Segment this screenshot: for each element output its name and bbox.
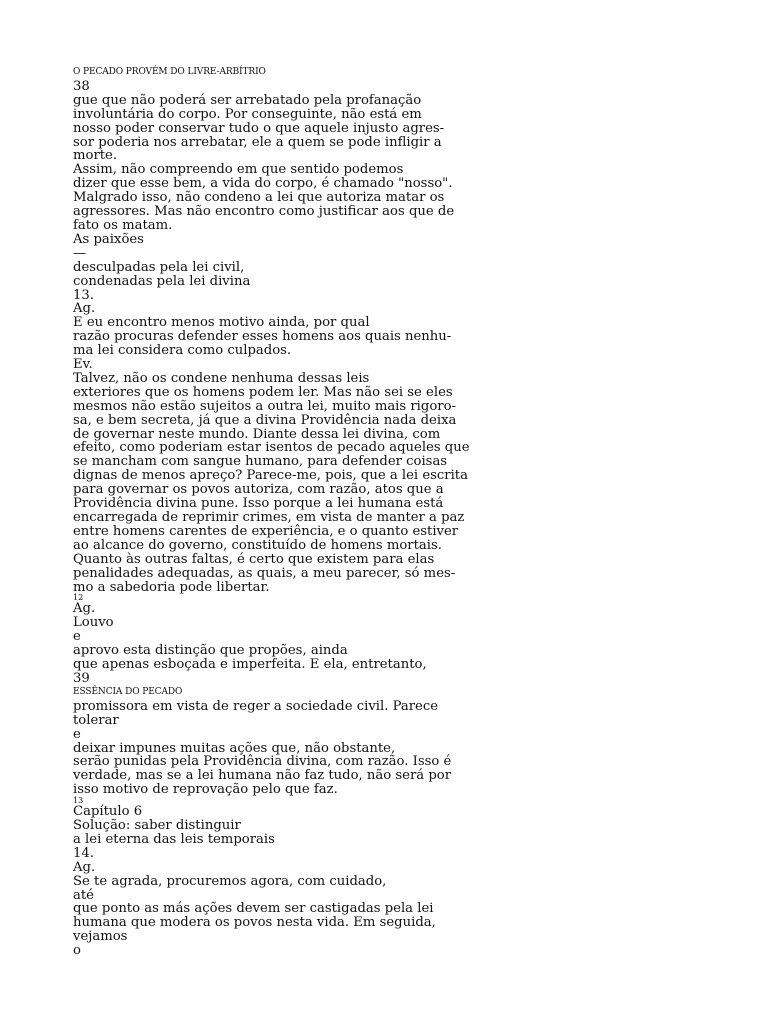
text-line: e (73, 726, 81, 742)
text-line: 38 (73, 78, 90, 94)
text-line: ma lei considera como culpados. (73, 343, 292, 359)
text-line: Quanto às outras faltas, é certo que existem para elas (73, 551, 435, 567)
text-line: gue que não poderá ser arrebatado pela profanação (73, 92, 422, 108)
text-line: para governar os povos autoriza, com razão, atos que a (73, 482, 444, 498)
text-line: sor poderia nos arrebatar, ele a quem se pode infligir a (73, 134, 442, 150)
text-line: agressores. Mas não encontro como justificar aos que de (73, 204, 455, 220)
text-line: Louvo (73, 615, 114, 631)
running-header: ESSÊNCIA DO PECADO (73, 686, 183, 697)
text-line: involuntária do corpo. Por conseguinte, não está em (73, 106, 422, 122)
text-line: 39 (73, 670, 90, 686)
text-line: que ponto as más ações devem ser castigadas pela lei (73, 901, 434, 917)
text-line: mesmos não estão sujeitos a outra lei, muito mais rigoro- (73, 398, 456, 414)
text-line: morte. (73, 148, 118, 164)
text-line: vejamos (73, 929, 128, 945)
text-line: exteriores que os homens podem ler. Mas não sei se eles (73, 384, 453, 400)
text-line: e (73, 629, 81, 645)
text-line: tolerar (73, 712, 119, 728)
text-line: isso motivo de reprovação pelo que faz. (73, 782, 338, 798)
text-line: promissora em vista de reger a sociedade civil. Parece (73, 698, 439, 714)
text-line: verdade, mas se a lei humana não faz tudo, não será por (73, 768, 452, 784)
text-line: razão procuras defender esses homens aos quais nenhu- (73, 329, 452, 345)
document-text (73, 66, 753, 958)
text-line: a lei eterna das leis temporais (73, 831, 275, 847)
text-line: Se te agrada, procuremos agora, com cuidado, (73, 873, 387, 889)
text-line: nosso poder conservar tudo o que aquele injusto agres- (73, 120, 445, 136)
text-line: que apenas esboçada e imperfeita. E ela, entretanto, (73, 657, 427, 673)
note-number: 12 (73, 593, 84, 603)
text-line: mo a sabedoria pode libertar. (73, 579, 270, 595)
text-line: Ag. (73, 601, 96, 617)
text-line: ao alcance do governo, constituído de homens mortais. (73, 537, 442, 553)
text-line: serão punidas pela Providência divina, com razão. Isso é (73, 754, 452, 770)
text-line: Assim, não compreendo em que sentido podemos (73, 162, 404, 178)
text-line: se mancham com sangue humano, para defender coisas (73, 454, 448, 470)
text-line: Ev. (73, 357, 93, 373)
text-line: dignas de menos apreço? Parece-me, pois, que a lei escrita (73, 468, 468, 484)
text-line: Talvez, não os condene nenhuma dessas leis (73, 370, 370, 386)
running-header: O PECADO PROVÉM DO LIVRE-ARBÍTRIO (73, 67, 266, 77)
text-line: entre homens carentes de experiência, e o quanto estiver (73, 523, 459, 539)
text-line: aprovo esta distinção que propões, ainda (73, 643, 348, 659)
text-line: Ag. (73, 859, 96, 875)
text-line: o (73, 943, 81, 959)
text-line: sa, e bem secreta, já que a divina Providência nada deixa (73, 412, 457, 428)
text-line: E eu encontro menos motivo ainda, por qual (73, 315, 370, 331)
text-line: — (73, 245, 87, 261)
note-number: 13 (73, 796, 84, 806)
text-line: encarregada de reprimir crimes, em vista de manter a paz (73, 510, 465, 525)
text-line: Malgrado isso, não condeno a lei que autoriza matar os (73, 190, 445, 206)
text-line: Solução: saber distinguir (73, 818, 241, 834)
text-line: 13. (73, 287, 94, 303)
text-line: deixar impunes muitas ações que, não obstante, (73, 740, 396, 756)
text-line: Ag. (73, 301, 96, 317)
text-line: penalidades adequadas, as quais, a meu parecer, só mes- (73, 565, 456, 581)
text-line: de governar neste mundo. Diante dessa lei divina, com (73, 426, 441, 442)
text-line: desculpadas pela lei civil, (73, 259, 245, 275)
text-line: 14. (73, 845, 94, 861)
text-line: humana que modera os povos nesta vida. Em seguida, (73, 915, 436, 931)
text-line: até (73, 887, 94, 903)
text-line: condenadas pela lei divina (73, 273, 251, 289)
text-line: fato os matam. (73, 217, 173, 233)
text-line: As paixões (73, 231, 144, 247)
text-line: Capítulo 6 (73, 804, 143, 820)
text-line: dizer que esse bem, a vida do corpo, é chamado "nosso". (73, 176, 453, 192)
text-line: Providência divina pune. Isso porque a lei humana está (73, 496, 444, 512)
text-line: efeito, como poderiam estar isentos de pecado aqueles que (73, 440, 470, 456)
